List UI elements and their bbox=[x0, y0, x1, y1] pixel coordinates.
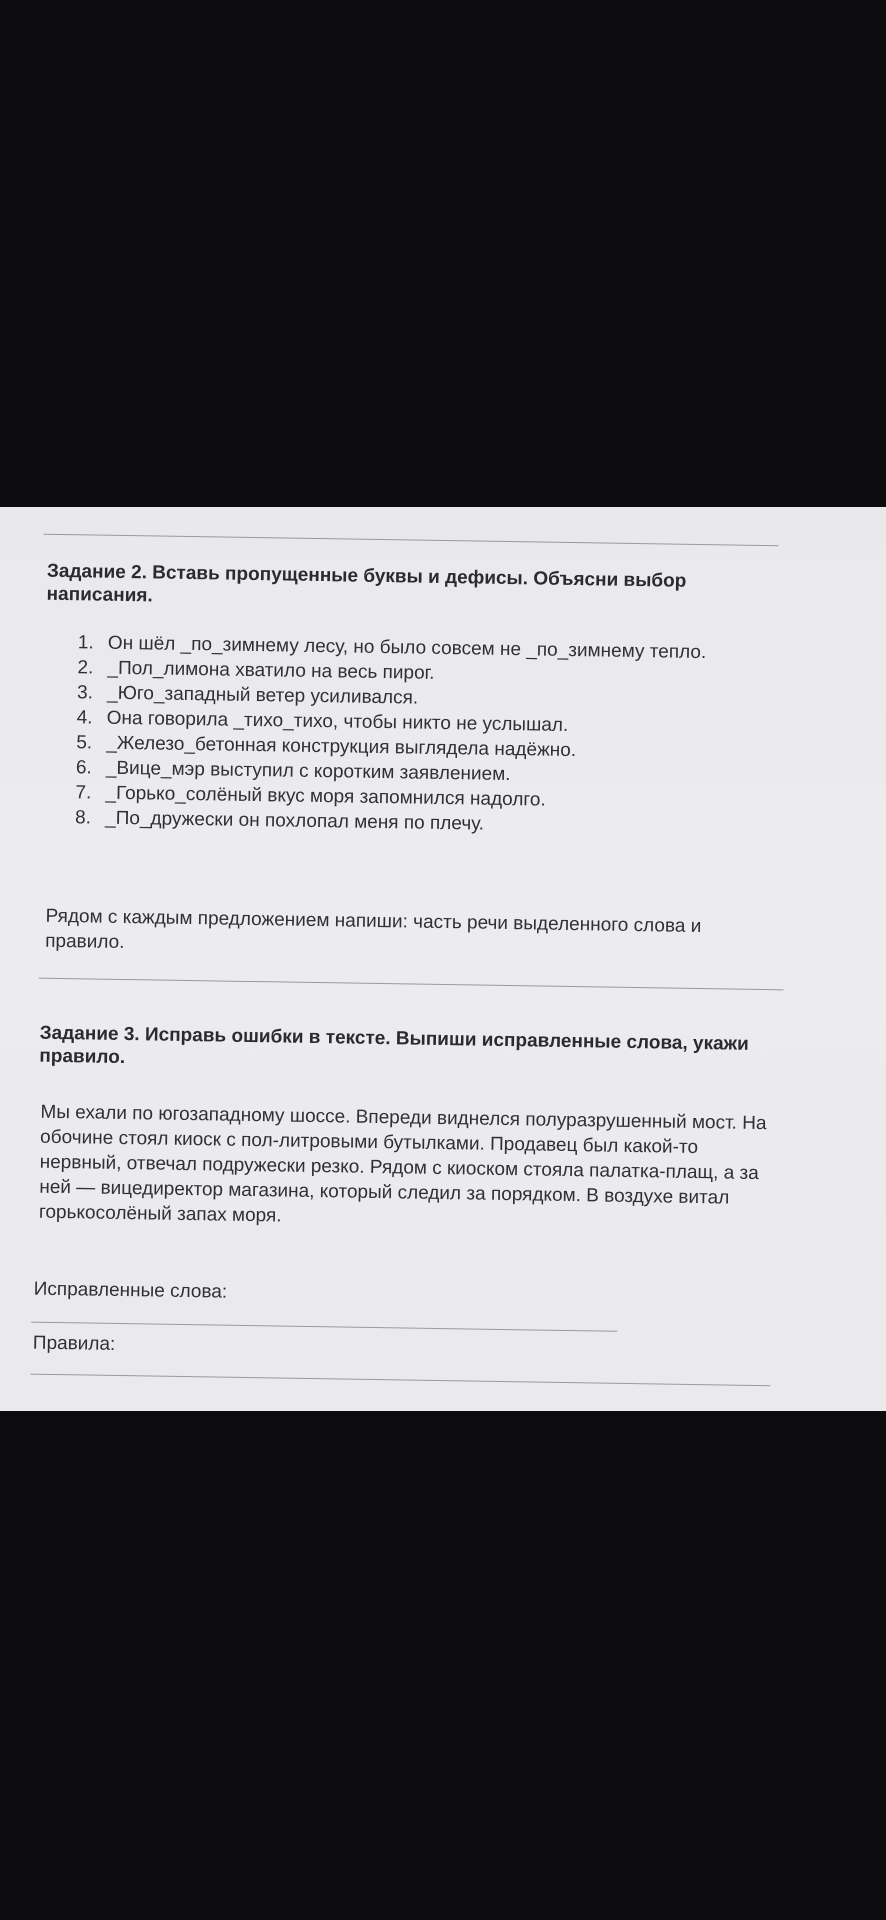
item-number: 8. bbox=[74, 807, 92, 829]
item-text: _Горько_солёный вкус моря запомнился надолго. bbox=[105, 782, 546, 811]
task3-heading: Задание 3. Исправь ошибки в тексте. Выпиши исправленные слова, укажи правило. bbox=[39, 1022, 749, 1069]
task2-heading: Задание 2. Вставь пропущенные буквы и дефисы. Объясни выбор написания. bbox=[46, 560, 687, 607]
corrected-words-label: Исправленные слова: bbox=[33, 1278, 228, 1303]
item-number: 4. bbox=[76, 707, 93, 729]
item-text: _По_дружески он похлопал меня по плечу. bbox=[104, 807, 485, 835]
worksheet-photo bbox=[0, 507, 886, 1411]
bottom-dark-area bbox=[0, 1411, 886, 1920]
worksheet-page bbox=[0, 507, 886, 1411]
section-divider bbox=[39, 978, 784, 991]
item-text: Он шёл _по_зимнему лесу, но было совсем не _по_зимнему тепло. bbox=[107, 632, 707, 664]
item-text: _Вице_мэр выступил с коротким заявлением. bbox=[105, 757, 511, 786]
top-dark-area bbox=[0, 0, 886, 507]
task3-text: Мы ехали по югозападному шоссе. Впереди виднелся полуразрушенный мост. На обочине стоял киоск с пол-литровыми бутылками. Продавец был какой-то нервный, отвечал подружески резко. Рядом с киоском стояла палатка-плащ, а за ней — вицедиректор магазина, который следил за порядком. В воздухе витал горькосолёный запах моря. bbox=[38, 1101, 767, 1227]
item-text: _Пол_лимона хватило на весь пирог. bbox=[107, 657, 435, 684]
item-number: 1. bbox=[77, 632, 94, 654]
item-number: 3. bbox=[76, 682, 94, 704]
item-number: 5. bbox=[76, 732, 93, 754]
item-number: 7. bbox=[75, 782, 92, 804]
item-number: 6. bbox=[75, 757, 92, 779]
rules-label: Правила: bbox=[32, 1332, 116, 1355]
item-number: 2. bbox=[77, 657, 94, 679]
top-divider bbox=[44, 534, 779, 547]
item-text: Она говорила _тихо_тихо, чтобы никто не услышал. bbox=[106, 707, 569, 736]
task2-instruction: Рядом с каждым предложением напиши: часть речи выделенного слова и правило. bbox=[45, 905, 702, 954]
rules-line bbox=[30, 1374, 770, 1387]
task2-sentence-list bbox=[75, 630, 778, 841]
item-text: _Железо_бетонная конструкция выглядела надёжно. bbox=[106, 732, 577, 762]
corrected-words-line bbox=[31, 1322, 617, 1332]
item-text: _Юго_западный ветер усиливался. bbox=[106, 682, 419, 709]
